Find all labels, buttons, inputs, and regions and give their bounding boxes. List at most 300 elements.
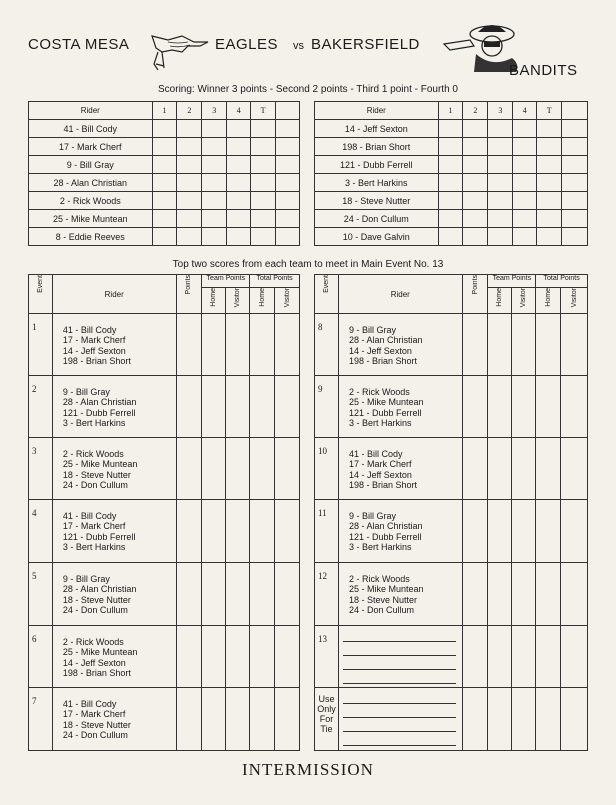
score-cell[interactable]: [202, 314, 226, 376]
event-rider: 41 - Bill Cody: [62, 325, 117, 335]
rider-name: 25 - Mike Muntean: [29, 210, 153, 228]
score-cell[interactable]: [275, 563, 300, 626]
event-rider: 9 - Bill Gray: [62, 387, 110, 397]
score-cell[interactable]: [512, 376, 536, 438]
rider-row: [29, 156, 300, 174]
score-cell[interactable]: [513, 138, 537, 156]
event-row: [315, 438, 588, 500]
home-header: Home: [488, 288, 512, 314]
score-cell[interactable]: [152, 156, 177, 174]
rider-name: 41 - Bill Cody: [29, 120, 153, 138]
score-cell[interactable]: [537, 138, 562, 156]
score-cell[interactable]: [202, 376, 226, 438]
event-rider: 28 - Alan Christian: [62, 397, 137, 408]
score-cell[interactable]: [562, 228, 588, 246]
score-cell[interactable]: [276, 102, 300, 120]
score-cell[interactable]: [227, 192, 251, 210]
score-cell[interactable]: [275, 500, 300, 563]
rider-name: 3 - Bert Harkins: [315, 174, 439, 192]
event-rider: 14 - Jeff Sexton: [62, 345, 126, 356]
write-in-line[interactable]: [343, 642, 456, 656]
event-header: Event: [29, 275, 53, 314]
event-number: 5: [29, 563, 53, 626]
event-row: [29, 688, 300, 751]
score-cell[interactable]: [177, 174, 202, 192]
score-cell[interactable]: [177, 138, 202, 156]
event-rider: 25 - Mike Muntean: [62, 459, 138, 470]
home-rider-table: [28, 101, 300, 246]
rider-row: [29, 192, 300, 210]
score-cell[interactable]: [512, 626, 536, 688]
left-event-rows: [29, 314, 300, 751]
event-riders: [52, 688, 176, 751]
write-in-line[interactable]: [343, 656, 456, 670]
event-riders: [338, 314, 462, 376]
score-cell[interactable]: [488, 120, 513, 138]
score-cell[interactable]: [275, 688, 300, 751]
event-number: 12: [315, 563, 339, 626]
score-cell[interactable]: [462, 626, 488, 688]
score-cell[interactable]: [438, 174, 463, 192]
event-row: [29, 438, 300, 500]
heat-header: 1: [152, 102, 177, 120]
score-cell[interactable]: [176, 688, 202, 751]
score-cell[interactable]: [177, 120, 202, 138]
event-riders: [52, 314, 176, 376]
event-rider: 28 - Alan Christian: [348, 335, 423, 346]
event-rider: 28 - Alan Christian: [348, 521, 423, 532]
main-event-note: Top two scores from each team to meet in Main Event No. 13: [172, 259, 444, 270]
score-cell[interactable]: [561, 688, 588, 751]
right-event-rows: [315, 314, 588, 751]
event-rider: 25 - Mike Muntean: [62, 647, 138, 658]
heat-header: 3: [488, 102, 513, 120]
score-cell[interactable]: [488, 688, 512, 751]
score-cell[interactable]: [227, 174, 251, 192]
score-cell[interactable]: [536, 376, 561, 438]
score-cell[interactable]: [176, 500, 202, 563]
event-rider: 17 - Mark Cherf: [62, 709, 126, 720]
event-rider: 24 - Don Cullum: [348, 605, 414, 616]
write-in-line[interactable]: [343, 628, 456, 642]
score-cell[interactable]: [463, 192, 488, 210]
event-number: 1: [29, 314, 53, 376]
score-cell[interactable]: [463, 210, 488, 228]
score-cell[interactable]: [537, 228, 562, 246]
visitor-city: BAKERSFIELD: [311, 36, 420, 53]
event-row: [29, 563, 300, 626]
eagle-logo-icon: [148, 30, 212, 72]
score-cell[interactable]: [202, 120, 227, 138]
left-event-table: [28, 274, 300, 751]
event-rider: 18 - Steve Nutter: [348, 594, 417, 605]
event-rider: 18 - Steve Nutter: [62, 594, 131, 605]
event-rider: 14 - Jeff Sexton: [348, 469, 412, 480]
score-cell[interactable]: [536, 500, 561, 563]
score-cell[interactable]: [536, 314, 561, 376]
heat-header: 3: [202, 102, 227, 120]
rider-name: 28 - Alan Christian: [29, 174, 153, 192]
write-in-line[interactable]: [343, 670, 456, 684]
event-rider: 3 - Bert Harkins: [62, 418, 126, 429]
score-cell[interactable]: [562, 138, 588, 156]
event-riders: [52, 626, 176, 688]
event-rider: 41 - Bill Cody: [62, 511, 117, 521]
rider-name: 198 - Brian Short: [315, 138, 439, 156]
score-cell[interactable]: [276, 156, 300, 174]
score-cell[interactable]: [561, 314, 588, 376]
points-header: Points: [176, 275, 202, 314]
score-cell[interactable]: [202, 228, 227, 246]
score-cell[interactable]: [250, 626, 275, 688]
rider-name: 24 - Don Cullum: [315, 210, 439, 228]
event-rider: 24 - Don Cullum: [62, 605, 128, 616]
score-cell[interactable]: [276, 210, 300, 228]
score-cell[interactable]: [488, 156, 513, 174]
score-cell[interactable]: [152, 192, 177, 210]
home-rider-rows: [29, 120, 300, 246]
score-cell[interactable]: [561, 626, 588, 688]
event-riders: [52, 376, 176, 438]
event-number: 6: [29, 626, 53, 688]
event-rider: 14 - Jeff Sexton: [62, 657, 126, 668]
event-row: [29, 376, 300, 438]
score-cell[interactable]: [226, 626, 250, 688]
score-cell[interactable]: [251, 192, 276, 210]
score-cell[interactable]: [463, 174, 488, 192]
event-rider: 198 - Brian Short: [62, 356, 131, 367]
event-rider: 2 - Rick Woods: [62, 637, 124, 647]
event-riders: [338, 500, 462, 563]
score-cell[interactable]: [513, 120, 537, 138]
rider-row: [29, 138, 300, 156]
rider-row: [315, 174, 588, 192]
score-cell[interactable]: [251, 156, 276, 174]
score-cell[interactable]: [226, 688, 250, 751]
score-cell[interactable]: [276, 120, 300, 138]
score-cell[interactable]: [438, 138, 463, 156]
event-row: [315, 626, 588, 688]
score-cell[interactable]: [250, 563, 275, 626]
score-cell[interactable]: [250, 688, 275, 751]
score-cell[interactable]: [275, 438, 300, 500]
score-cell[interactable]: [536, 563, 561, 626]
score-cell[interactable]: [488, 563, 512, 626]
total-header: T: [537, 102, 562, 120]
score-cell[interactable]: [512, 500, 536, 563]
score-cell[interactable]: [152, 138, 177, 156]
score-cell[interactable]: [513, 156, 537, 174]
visitor-rider-table: [314, 101, 588, 246]
rider-header: Rider: [338, 275, 462, 314]
score-cell[interactable]: [562, 102, 588, 120]
score-cell[interactable]: [462, 438, 488, 500]
score-cell[interactable]: [202, 500, 226, 563]
score-cell[interactable]: [202, 138, 227, 156]
rider-row: [315, 138, 588, 156]
vs-label: vs: [293, 40, 304, 52]
score-cell[interactable]: [463, 138, 488, 156]
score-cell[interactable]: [513, 174, 537, 192]
score-cell[interactable]: [462, 500, 488, 563]
score-cell[interactable]: [176, 438, 202, 500]
score-cell[interactable]: [463, 228, 488, 246]
score-cell[interactable]: [536, 626, 561, 688]
scoring-rules: Scoring: Winner 3 points - Second 2 points - Third 1 point - Fourth 0: [158, 84, 458, 95]
score-cell[interactable]: [177, 192, 202, 210]
event-number: 11: [315, 500, 339, 563]
score-cell[interactable]: [275, 376, 300, 438]
tie-label: [315, 688, 339, 751]
rider-row: [315, 192, 588, 210]
event-rider: 14 - Jeff Sexton: [348, 345, 412, 356]
score-cell[interactable]: [250, 376, 275, 438]
score-cell[interactable]: [536, 688, 561, 751]
rider-name: 14 - Jeff Sexton: [315, 120, 439, 138]
points-header: Points: [462, 275, 488, 314]
rider-name: 17 - Mark Cherf: [29, 138, 153, 156]
tie-riders: [338, 688, 462, 751]
score-cell[interactable]: [202, 563, 226, 626]
event-riders: [338, 626, 462, 688]
score-cell[interactable]: [562, 156, 588, 174]
team-points-header: Team Points: [202, 275, 250, 288]
score-cell[interactable]: [202, 438, 226, 500]
score-cell[interactable]: [275, 626, 300, 688]
rider-name: 8 - Eddie Reeves: [29, 228, 153, 246]
total-points-header: Total Points: [250, 275, 300, 288]
write-in-line[interactable]: [343, 704, 456, 718]
visitor-header: Visitor: [561, 288, 588, 314]
heat-header: 4: [227, 102, 251, 120]
score-cell[interactable]: [251, 138, 276, 156]
event-rider: 9 - Bill Gray: [348, 325, 396, 335]
score-cell[interactable]: [488, 376, 512, 438]
home-team: EAGLES: [215, 36, 279, 53]
event-number: 7: [29, 688, 53, 751]
event-rider: 17 - Mark Cherf: [62, 521, 126, 532]
event-rider: 121 - Dubb Ferrell: [348, 407, 422, 418]
score-cell[interactable]: [251, 120, 276, 138]
score-cell[interactable]: [438, 192, 463, 210]
event-rider: 24 - Don Cullum: [62, 480, 128, 491]
rider-header: Rider: [315, 102, 439, 120]
score-cell[interactable]: [226, 563, 250, 626]
score-cell[interactable]: [226, 314, 250, 376]
write-in-line[interactable]: [343, 718, 456, 732]
score-cell[interactable]: [488, 192, 513, 210]
event-number: 9: [315, 376, 339, 438]
tie-row: [315, 688, 588, 751]
score-cell[interactable]: [488, 438, 512, 500]
score-cell[interactable]: [488, 500, 512, 563]
heat-header: 2: [463, 102, 488, 120]
event-rider: 2 - Rick Woods: [348, 574, 410, 584]
event-row: [315, 314, 588, 376]
score-cell[interactable]: [488, 138, 513, 156]
event-row: [315, 563, 588, 626]
score-cell[interactable]: [561, 438, 588, 500]
rider-row: [315, 210, 588, 228]
score-cell[interactable]: [537, 156, 562, 174]
score-cell[interactable]: [462, 688, 488, 751]
event-rider: 41 - Bill Cody: [62, 699, 117, 709]
score-cell[interactable]: [152, 174, 177, 192]
score-cell[interactable]: [562, 210, 588, 228]
score-cell[interactable]: [561, 376, 588, 438]
score-cell[interactable]: [227, 228, 251, 246]
score-cell[interactable]: [561, 563, 588, 626]
score-cell[interactable]: [438, 210, 463, 228]
score-cell[interactable]: [438, 156, 463, 174]
score-cell[interactable]: [227, 210, 251, 228]
score-cell[interactable]: [177, 228, 202, 246]
score-cell[interactable]: [513, 210, 537, 228]
event-riders: [338, 563, 462, 626]
score-cell[interactable]: [250, 438, 275, 500]
score-cell[interactable]: [276, 138, 300, 156]
score-cell[interactable]: [227, 156, 251, 174]
score-cell[interactable]: [251, 228, 276, 246]
score-cell[interactable]: [513, 192, 537, 210]
score-cell[interactable]: [512, 314, 536, 376]
score-cell[interactable]: [202, 174, 227, 192]
event-number: 4: [29, 500, 53, 563]
score-cell[interactable]: [438, 228, 463, 246]
score-cell[interactable]: [152, 210, 177, 228]
home-header: Home: [202, 288, 226, 314]
score-cell[interactable]: [176, 376, 202, 438]
event-rider: 17 - Mark Cherf: [348, 459, 412, 470]
event-rider: 18 - Steve Nutter: [62, 469, 131, 480]
write-in-line[interactable]: [343, 690, 456, 704]
score-cell[interactable]: [275, 314, 300, 376]
rider-name: 2 - Rick Woods: [29, 192, 153, 210]
event-rider: 24 - Don Cullum: [62, 730, 128, 741]
event-rider: 2 - Rick Woods: [62, 449, 124, 459]
score-cell[interactable]: [227, 138, 251, 156]
score-cell[interactable]: [512, 688, 536, 751]
score-cell[interactable]: [562, 174, 588, 192]
score-cell[interactable]: [177, 210, 202, 228]
score-cell[interactable]: [537, 174, 562, 192]
event-rider: 28 - Alan Christian: [62, 584, 137, 595]
score-cell[interactable]: [462, 563, 488, 626]
score-cell[interactable]: [562, 192, 588, 210]
score-cell[interactable]: [537, 120, 562, 138]
score-cell[interactable]: [202, 626, 226, 688]
rider-row: [315, 156, 588, 174]
event-riders: [52, 438, 176, 500]
score-cell[interactable]: [438, 120, 463, 138]
score-cell[interactable]: [512, 438, 536, 500]
score-cell[interactable]: [536, 438, 561, 500]
score-cell[interactable]: [202, 210, 227, 228]
event-rider: 121 - Dubb Ferrell: [62, 407, 136, 418]
score-cell[interactable]: [562, 120, 588, 138]
visitor-header: Visitor: [512, 288, 536, 314]
event-rider: 121 - Dubb Ferrell: [62, 531, 136, 542]
score-cell[interactable]: [463, 156, 488, 174]
tie-label-word: Use: [318, 694, 335, 704]
event-rider: 198 - Brian Short: [348, 480, 417, 491]
score-cell[interactable]: [561, 500, 588, 563]
heat-header: 1: [438, 102, 463, 120]
right-event-table: [314, 274, 588, 751]
event-rider: 198 - Brian Short: [348, 356, 417, 367]
score-cell[interactable]: [152, 120, 177, 138]
event-rider: 9 - Bill Gray: [348, 511, 396, 521]
event-rider: 3 - Bert Harkins: [348, 542, 412, 553]
event-riders: [338, 438, 462, 500]
event-rider: 25 - Mike Muntean: [348, 397, 424, 408]
score-cell[interactable]: [250, 314, 275, 376]
score-cell[interactable]: [176, 626, 202, 688]
event-row: [29, 626, 300, 688]
score-cell[interactable]: [176, 314, 202, 376]
heat-header: 2: [177, 102, 202, 120]
score-cell[interactable]: [276, 174, 300, 192]
rider-row: [29, 174, 300, 192]
score-cell[interactable]: [226, 500, 250, 563]
score-cell[interactable]: [488, 626, 512, 688]
score-cell[interactable]: [177, 156, 202, 174]
score-cell[interactable]: [276, 192, 300, 210]
score-cell[interactable]: [176, 563, 202, 626]
score-cell[interactable]: [202, 156, 227, 174]
score-cell[interactable]: [227, 120, 251, 138]
home-city: COSTA MESA: [28, 36, 130, 53]
event-riders: [338, 376, 462, 438]
score-cell[interactable]: [512, 563, 536, 626]
heat-header: 4: [513, 102, 537, 120]
write-in-line[interactable]: [343, 732, 456, 746]
score-cell[interactable]: [537, 192, 562, 210]
score-cell[interactable]: [488, 228, 513, 246]
event-rider: 3 - Bert Harkins: [348, 418, 412, 429]
tie-label-word: Only: [317, 704, 336, 714]
score-cell[interactable]: [226, 438, 250, 500]
tie-label-word: Tie: [320, 724, 333, 734]
score-cell[interactable]: [462, 314, 488, 376]
score-cell[interactable]: [251, 174, 276, 192]
home-header: Home: [250, 288, 275, 314]
event-number: 8: [315, 314, 339, 376]
score-cell[interactable]: [226, 376, 250, 438]
score-cell[interactable]: [152, 228, 177, 246]
score-cell[interactable]: [251, 210, 276, 228]
score-cell[interactable]: [488, 314, 512, 376]
event-riders: [52, 500, 176, 563]
score-cell[interactable]: [462, 376, 488, 438]
score-cell[interactable]: [202, 688, 226, 751]
score-cell[interactable]: [537, 210, 562, 228]
rider-name: 10 - Dave Galvin: [315, 228, 439, 246]
score-cell[interactable]: [463, 120, 488, 138]
score-cell[interactable]: [250, 500, 275, 563]
score-cell[interactable]: [513, 228, 537, 246]
event-rider: 17 - Mark Cherf: [62, 335, 126, 346]
rider-row: [29, 210, 300, 228]
score-cell[interactable]: [488, 210, 513, 228]
rider-name: 18 - Steve Nutter: [315, 192, 439, 210]
event-number: 13: [315, 626, 339, 688]
rider-header: Rider: [29, 102, 153, 120]
score-cell[interactable]: [202, 192, 227, 210]
rider-row: [29, 228, 300, 246]
score-cell[interactable]: [488, 174, 513, 192]
score-cell[interactable]: [276, 228, 300, 246]
